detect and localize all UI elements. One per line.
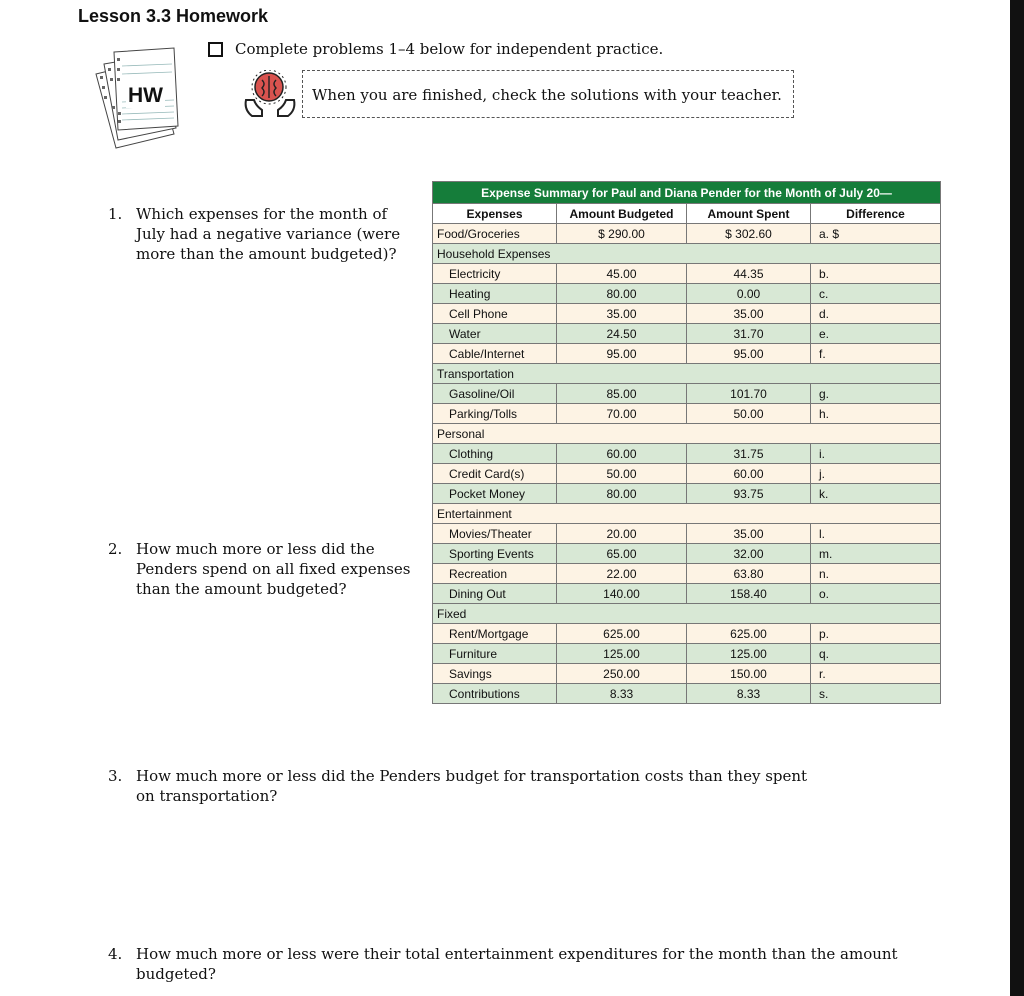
column-header: Amount Spent [687, 204, 811, 224]
amount-budgeted: 8.33 [557, 684, 687, 704]
expense-label: Electricity [433, 264, 557, 284]
category-label: Transportation [433, 364, 941, 384]
expense-label: Furniture [433, 644, 557, 664]
expense-label: Pocket Money [433, 484, 557, 504]
amount-budgeted: 80.00 [557, 284, 687, 304]
column-header: Expenses [433, 204, 557, 224]
completion-checkbox[interactable] [208, 42, 223, 57]
expense-label: Heating [433, 284, 557, 304]
question-3 [108, 766, 828, 806]
amount-spent: 101.70 [687, 384, 811, 404]
column-header: Difference [811, 204, 941, 224]
amount-spent: 93.75 [687, 484, 811, 504]
instruction-line [208, 40, 663, 58]
difference-cell[interactable]: q. [811, 644, 941, 664]
table-row [433, 324, 941, 344]
difference-cell[interactable]: a. $ [811, 224, 941, 244]
table-row [433, 304, 941, 324]
table-row [433, 404, 941, 424]
expense-label: Sporting Events [433, 544, 557, 564]
instruction-text: Complete problems 1–4 below for independent practice. [235, 40, 664, 58]
table-caption: Expense Summary for Paul and Diana Pender for the Month of July 20— [433, 182, 941, 204]
table-row [433, 524, 941, 544]
question-number: 3. [108, 767, 123, 785]
table-row [433, 444, 941, 464]
amount-budgeted: 250.00 [557, 664, 687, 684]
amount-spent: 32.00 [687, 544, 811, 564]
expense-label: Rent/Mortgage [433, 624, 557, 644]
expense-label: Dining Out [433, 584, 557, 604]
window-edge-bar [1010, 0, 1024, 996]
amount-spent: 125.00 [687, 644, 811, 664]
question-text: How much more or less were their total entertainment expenditures for the month than the amount budgeted? [136, 945, 898, 983]
amount-budgeted: 60.00 [557, 444, 687, 464]
table-row [433, 384, 941, 404]
amount-spent: 8.33 [687, 684, 811, 704]
table-row [433, 484, 941, 504]
expense-label: Movies/Theater [433, 524, 557, 544]
table-row [433, 684, 941, 704]
amount-budgeted: 50.00 [557, 464, 687, 484]
difference-cell[interactable]: r. [811, 664, 941, 684]
question-2 [108, 539, 418, 599]
amount-spent: 0.00 [687, 284, 811, 304]
category-label: Entertainment [433, 504, 941, 524]
amount-budgeted: 85.00 [557, 384, 687, 404]
difference-cell[interactable]: k. [811, 484, 941, 504]
category-row [433, 244, 941, 264]
difference-cell[interactable]: o. [811, 584, 941, 604]
amount-spent: 150.00 [687, 664, 811, 684]
expense-label: Credit Card(s) [433, 464, 557, 484]
amount-budgeted: 625.00 [557, 624, 687, 644]
table-row [433, 564, 941, 584]
amount-budgeted: 24.50 [557, 324, 687, 344]
category-label: Household Expenses [433, 244, 941, 264]
category-label: Fixed [433, 604, 941, 624]
question-number: 2. [108, 540, 123, 558]
category-label: Personal [433, 424, 941, 444]
amount-budgeted: 45.00 [557, 264, 687, 284]
table-row [433, 344, 941, 364]
difference-cell[interactable]: h. [811, 404, 941, 424]
expense-label: Food/Groceries [433, 224, 557, 244]
expense-label: Contributions [433, 684, 557, 704]
amount-budgeted: 80.00 [557, 484, 687, 504]
hw-label: HW [128, 84, 163, 107]
amount-budgeted: 95.00 [557, 344, 687, 364]
page-title: Lesson 3.3 Homework [78, 6, 269, 26]
amount-spent: $ 302.60 [687, 224, 811, 244]
amount-budgeted: 65.00 [557, 544, 687, 564]
table-row [433, 284, 941, 304]
difference-cell[interactable]: e. [811, 324, 941, 344]
category-row [433, 504, 941, 524]
expense-label: Cell Phone [433, 304, 557, 324]
table-row [433, 584, 941, 604]
category-row [433, 424, 941, 444]
difference-cell[interactable]: n. [811, 564, 941, 584]
amount-budgeted: 20.00 [557, 524, 687, 544]
category-row [433, 604, 941, 624]
question-text: Which expenses for the month of July had a negative variance (were more than the amount budgeted)? [136, 205, 401, 263]
expense-label: Recreation [433, 564, 557, 584]
amount-spent: 625.00 [687, 624, 811, 644]
difference-cell[interactable]: m. [811, 544, 941, 564]
table-row [433, 664, 941, 684]
amount-spent: 35.00 [687, 304, 811, 324]
amount-budgeted: $ 290.00 [557, 224, 687, 244]
question-number: 1. [108, 205, 123, 223]
question-4 [108, 944, 908, 984]
table-row [433, 544, 941, 564]
difference-cell[interactable]: j. [811, 464, 941, 484]
difference-cell[interactable]: d. [811, 304, 941, 324]
question-1 [108, 204, 408, 264]
table-row [433, 644, 941, 664]
difference-cell[interactable]: s. [811, 684, 941, 704]
amount-spent: 35.00 [687, 524, 811, 544]
table-row [433, 224, 941, 244]
amount-budgeted: 125.00 [557, 644, 687, 664]
difference-cell[interactable]: c. [811, 284, 941, 304]
column-header: Amount Budgeted [557, 204, 687, 224]
brain-hands-icon [242, 70, 298, 120]
difference-cell[interactable]: l. [811, 524, 941, 544]
expense-label: Cable/Internet [433, 344, 557, 364]
expense-label: Parking/Tolls [433, 404, 557, 424]
category-row [433, 364, 941, 384]
difference-cell[interactable]: g. [811, 384, 941, 404]
expense-label: Water [433, 324, 557, 344]
amount-spent: 60.00 [687, 464, 811, 484]
amount-budgeted: 22.00 [557, 564, 687, 584]
amount-budgeted: 35.00 [557, 304, 687, 324]
amount-spent: 63.80 [687, 564, 811, 584]
expense-label: Gasoline/Oil [433, 384, 557, 404]
amount-spent: 31.75 [687, 444, 811, 464]
amount-spent: 44.35 [687, 264, 811, 284]
question-number: 4. [108, 945, 123, 963]
amount-spent: 95.00 [687, 344, 811, 364]
difference-cell[interactable]: f. [811, 344, 941, 364]
question-text: How much more or less did the Penders spend on all fixed expenses than the amount budgeted? [136, 540, 411, 598]
difference-cell[interactable]: i. [811, 444, 941, 464]
amount-spent: 31.70 [687, 324, 811, 344]
difference-cell[interactable]: b. [811, 264, 941, 284]
table-row [433, 464, 941, 484]
amount-budgeted: 140.00 [557, 584, 687, 604]
table-row [433, 624, 941, 644]
finish-note-box: When you are finished, check the solutions with your teacher. [302, 70, 794, 118]
expense-label: Savings [433, 664, 557, 684]
amount-spent: 50.00 [687, 404, 811, 424]
difference-cell[interactable]: p. [811, 624, 941, 644]
expense-summary-table [432, 181, 941, 704]
amount-spent: 158.40 [687, 584, 811, 604]
table-row [433, 264, 941, 284]
question-text: How much more or less did the Penders budget for transportation costs than they spent on transportation? [136, 767, 808, 805]
expense-label: Clothing [433, 444, 557, 464]
amount-budgeted: 70.00 [557, 404, 687, 424]
